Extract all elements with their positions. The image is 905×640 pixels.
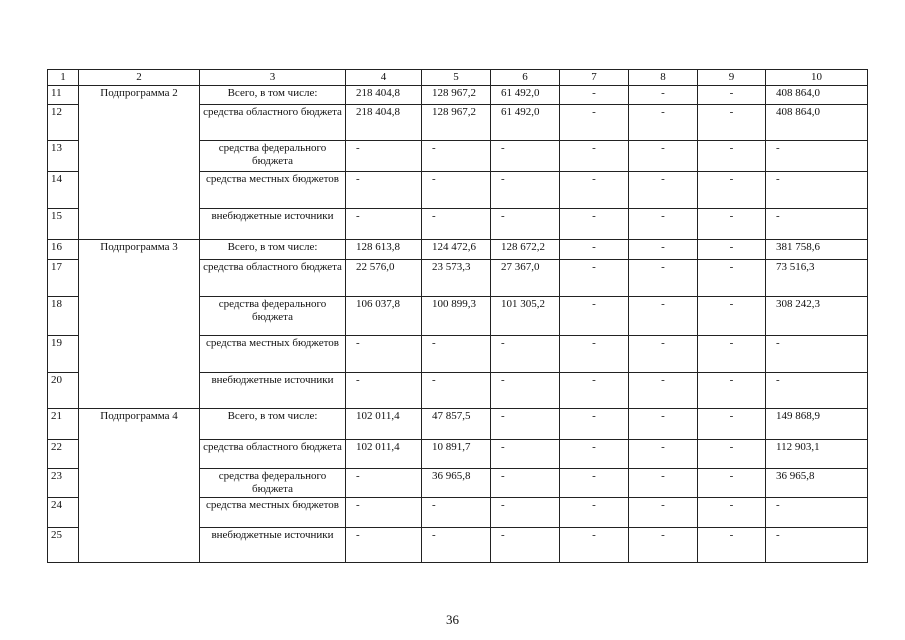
value-cell-col-10: 36 965,8	[766, 469, 868, 498]
funding-source-cell: средства областного бюджета	[200, 440, 346, 469]
value-cell-col-6: -	[491, 498, 560, 528]
value-cell-col-6: -	[491, 409, 560, 440]
value-cell-col-10: -	[766, 528, 868, 563]
value-cell-col-9: -	[698, 469, 766, 498]
header-cell: 1	[48, 70, 79, 86]
value-cell-col-7: -	[560, 260, 629, 297]
value-cell-col-4: 102 011,4	[346, 440, 422, 469]
value-cell-col-10: -	[766, 373, 868, 409]
row-number-cell: 13	[48, 141, 79, 172]
value-cell-col-6: -	[491, 141, 560, 172]
value-cell-col-4: 218 404,8	[346, 105, 422, 141]
value-cell-col-7: -	[560, 172, 629, 209]
value-cell-col-10: -	[766, 172, 868, 209]
value-cell-col-5: -	[422, 141, 491, 172]
header-cell: 7	[560, 70, 629, 86]
row-number-cell: 25	[48, 528, 79, 563]
value-cell-col-8: -	[629, 172, 698, 209]
value-cell-col-4: 128 613,8	[346, 240, 422, 260]
value-cell-col-5: 47 857,5	[422, 409, 491, 440]
value-cell-col-7: -	[560, 440, 629, 469]
value-cell-col-5: -	[422, 373, 491, 409]
value-cell-col-10: 149 868,9	[766, 409, 868, 440]
value-cell-col-5: -	[422, 528, 491, 563]
value-cell-col-9: -	[698, 409, 766, 440]
value-cell-col-4: 102 011,4	[346, 409, 422, 440]
row-number-cell: 14	[48, 172, 79, 209]
row-number-cell: 11	[48, 86, 79, 105]
value-cell-col-6: -	[491, 336, 560, 373]
value-cell-col-10: -	[766, 336, 868, 373]
value-cell-col-4: 218 404,8	[346, 86, 422, 105]
value-cell-col-7: -	[560, 498, 629, 528]
funding-source-cell: средства федерального бюджета	[200, 469, 346, 498]
value-cell-col-9: -	[698, 141, 766, 172]
row-number-cell: 23	[48, 469, 79, 498]
value-cell-col-6: -	[491, 209, 560, 240]
funding-source-cell: средства местных бюджетов	[200, 172, 346, 209]
funding-source-cell: внебюджетные источники	[200, 209, 346, 240]
value-cell-col-9: -	[698, 172, 766, 209]
value-cell-col-4: -	[346, 209, 422, 240]
value-cell-col-4: -	[346, 172, 422, 209]
row-number-cell: 22	[48, 440, 79, 469]
value-cell-col-10: 73 516,3	[766, 260, 868, 297]
value-cell-col-4: -	[346, 141, 422, 172]
value-cell-col-4: -	[346, 469, 422, 498]
funding-source-cell: средства областного бюджета	[200, 105, 346, 141]
row-number-cell: 24	[48, 498, 79, 528]
value-cell-col-9: -	[698, 336, 766, 373]
value-cell-col-9: -	[698, 240, 766, 260]
value-cell-col-8: -	[629, 528, 698, 563]
value-cell-col-7: -	[560, 373, 629, 409]
value-cell-col-4: -	[346, 498, 422, 528]
value-cell-col-7: -	[560, 336, 629, 373]
value-cell-col-5: 128 967,2	[422, 105, 491, 141]
value-cell-col-7: -	[560, 209, 629, 240]
row-number-cell: 16	[48, 240, 79, 260]
value-cell-col-5: 36 965,8	[422, 469, 491, 498]
value-cell-col-7: -	[560, 528, 629, 563]
value-cell-col-5: -	[422, 209, 491, 240]
value-cell-col-5: 100 899,3	[422, 297, 491, 336]
value-cell-col-6: 61 492,0	[491, 86, 560, 105]
subprogram-label-cell: Подпрограмма 2	[79, 86, 200, 240]
funding-source-cell: Всего, в том числе:	[200, 86, 346, 105]
value-cell-col-8: -	[629, 409, 698, 440]
value-cell-col-8: -	[629, 297, 698, 336]
funding-source-cell: Всего, в том числе:	[200, 240, 346, 260]
row-number-cell: 12	[48, 105, 79, 141]
value-cell-col-6: 101 305,2	[491, 297, 560, 336]
value-cell-col-9: -	[698, 528, 766, 563]
value-cell-col-9: -	[698, 440, 766, 469]
value-cell-col-6: 128 672,2	[491, 240, 560, 260]
value-cell-col-6: 27 367,0	[491, 260, 560, 297]
value-cell-col-4: -	[346, 336, 422, 373]
value-cell-col-4: -	[346, 528, 422, 563]
funding-source-cell: Всего, в том числе:	[200, 409, 346, 440]
value-cell-col-5: 128 967,2	[422, 86, 491, 105]
value-cell-col-8: -	[629, 240, 698, 260]
header-cell: 3	[200, 70, 346, 86]
value-cell-col-9: -	[698, 86, 766, 105]
funding-source-cell: внебюджетные источники	[200, 373, 346, 409]
table-row	[48, 240, 868, 260]
value-cell-col-6: 61 492,0	[491, 105, 560, 141]
page-number: 36	[446, 612, 459, 627]
value-cell-col-9: -	[698, 209, 766, 240]
value-cell-col-8: -	[629, 373, 698, 409]
row-number-cell: 17	[48, 260, 79, 297]
value-cell-col-10: 408 864,0	[766, 105, 868, 141]
table-row	[48, 86, 868, 105]
value-cell-col-6: -	[491, 373, 560, 409]
value-cell-col-5: 10 891,7	[422, 440, 491, 469]
value-cell-col-5: -	[422, 172, 491, 209]
value-cell-col-7: -	[560, 469, 629, 498]
header-cell: 10	[766, 70, 868, 86]
value-cell-col-9: -	[698, 260, 766, 297]
value-cell-col-8: -	[629, 440, 698, 469]
value-cell-col-8: -	[629, 209, 698, 240]
value-cell-col-10: 112 903,1	[766, 440, 868, 469]
subprogram-label-cell: Подпрограмма 4	[79, 409, 200, 563]
value-cell-col-5: 23 573,3	[422, 260, 491, 297]
value-cell-col-5: 124 472,6	[422, 240, 491, 260]
funding-source-cell: средства федерального бюджета	[200, 141, 346, 172]
value-cell-col-6: -	[491, 528, 560, 563]
row-number-cell: 18	[48, 297, 79, 336]
value-cell-col-8: -	[629, 336, 698, 373]
value-cell-col-8: -	[629, 86, 698, 105]
value-cell-col-4: -	[346, 373, 422, 409]
value-cell-col-10: 381 758,6	[766, 240, 868, 260]
value-cell-col-5: -	[422, 498, 491, 528]
budget-table	[47, 69, 868, 563]
header-cell: 4	[346, 70, 422, 86]
funding-source-cell: средства областного бюджета	[200, 260, 346, 297]
funding-source-cell: средства местных бюджетов	[200, 498, 346, 528]
value-cell-col-4: 106 037,8	[346, 297, 422, 336]
value-cell-col-6: -	[491, 469, 560, 498]
header-cell: 9	[698, 70, 766, 86]
value-cell-col-10: -	[766, 498, 868, 528]
row-number-cell: 15	[48, 209, 79, 240]
value-cell-col-10: -	[766, 209, 868, 240]
value-cell-col-5: -	[422, 336, 491, 373]
subprogram-label-cell: Подпрограмма 3	[79, 240, 200, 409]
value-cell-col-7: -	[560, 409, 629, 440]
value-cell-col-10: -	[766, 141, 868, 172]
value-cell-col-8: -	[629, 498, 698, 528]
value-cell-col-7: -	[560, 240, 629, 260]
value-cell-col-8: -	[629, 105, 698, 141]
row-number-cell: 21	[48, 409, 79, 440]
value-cell-col-9: -	[698, 297, 766, 336]
value-cell-col-9: -	[698, 373, 766, 409]
header-cell: 5	[422, 70, 491, 86]
funding-source-cell: внебюджетные источники	[200, 528, 346, 563]
value-cell-col-7: -	[560, 297, 629, 336]
value-cell-col-7: -	[560, 105, 629, 141]
value-cell-col-6: -	[491, 172, 560, 209]
value-cell-col-7: -	[560, 86, 629, 105]
header-row	[48, 70, 868, 86]
value-cell-col-9: -	[698, 498, 766, 528]
table-body	[48, 70, 868, 563]
value-cell-col-8: -	[629, 141, 698, 172]
table-row	[48, 409, 868, 440]
row-number-cell: 20	[48, 373, 79, 409]
value-cell-col-9: -	[698, 105, 766, 141]
header-cell: 8	[629, 70, 698, 86]
funding-source-cell: средства федерального бюджета	[200, 297, 346, 336]
value-cell-col-8: -	[629, 469, 698, 498]
value-cell-col-10: 408 864,0	[766, 86, 868, 105]
row-number-cell: 19	[48, 336, 79, 373]
value-cell-col-4: 22 576,0	[346, 260, 422, 297]
value-cell-col-7: -	[560, 141, 629, 172]
funding-source-cell: средства местных бюджетов	[200, 336, 346, 373]
header-cell: 6	[491, 70, 560, 86]
header-cell: 2	[79, 70, 200, 86]
value-cell-col-8: -	[629, 260, 698, 297]
value-cell-col-6: -	[491, 440, 560, 469]
value-cell-col-10: 308 242,3	[766, 297, 868, 336]
